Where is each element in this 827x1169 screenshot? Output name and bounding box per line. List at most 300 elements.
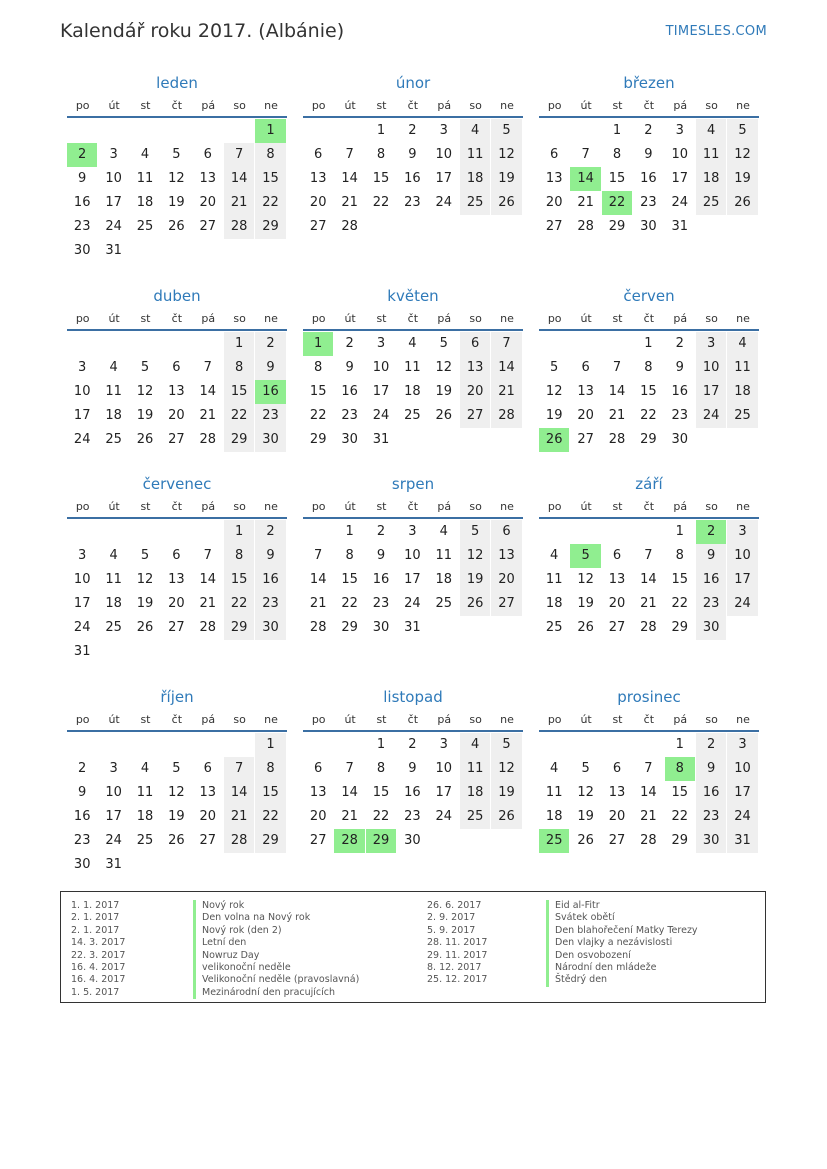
weekday-label: so: [469, 99, 482, 112]
day-cell: 1: [376, 737, 386, 752]
day-cell: 21: [341, 195, 358, 210]
day-grid: [303, 332, 523, 452]
day-cell: 1: [612, 123, 622, 138]
day-cell: 20: [168, 408, 185, 423]
day-cell: 30: [640, 219, 657, 234]
legend-holiday-name: Mezinárodní den pracujících: [193, 987, 359, 999]
day-cell: 18: [545, 809, 563, 824]
day-cell: 2: [376, 524, 386, 539]
holiday-day: 22: [602, 191, 632, 215]
day-cell: 26: [435, 408, 453, 423]
day-cell: 12: [491, 757, 521, 781]
day-cell: 6: [550, 147, 559, 162]
day-cell: 29: [341, 620, 358, 635]
day-cell: 18: [727, 380, 757, 404]
day-cell: 7: [203, 360, 212, 375]
weekday-label: po: [75, 312, 90, 325]
day-cell: 5: [727, 119, 757, 143]
day-cell: 17: [73, 408, 91, 423]
day-cell: 14: [341, 785, 358, 800]
empty-cell: [602, 332, 632, 356]
day-cell: 29: [255, 215, 285, 239]
day-cell: 30: [372, 620, 390, 635]
day-cell: 19: [168, 809, 185, 824]
day-cell: 8: [345, 548, 354, 563]
day-cell: 5: [172, 147, 181, 162]
month-září: [539, 474, 759, 640]
day-cell: 15: [671, 785, 689, 800]
day-cell: 16: [372, 572, 390, 587]
month-březen: [539, 73, 759, 239]
day-cell: 8: [255, 757, 285, 781]
day-cell: 1: [376, 123, 386, 138]
empty-cell: [161, 733, 191, 757]
day-cell: 17: [671, 171, 689, 186]
day-cell: 11: [404, 360, 421, 375]
day-cell: 17: [727, 568, 757, 592]
legend-date: 16. 4. 2017: [71, 961, 126, 973]
weekday-label: so: [705, 713, 718, 726]
weekday-label: so: [469, 312, 482, 325]
day-cell: 6: [172, 360, 181, 375]
day-cell: 24: [671, 195, 689, 210]
day-cell: 15: [255, 167, 285, 191]
day-cell: 28: [640, 833, 657, 848]
day-cell: 9: [78, 171, 87, 186]
day-cell: 3: [109, 761, 118, 776]
day-cell: 12: [545, 384, 563, 399]
day-cell: 31: [105, 243, 122, 258]
day-cell: 21: [491, 380, 521, 404]
day-cell: 10: [727, 757, 757, 781]
day-cell: 24: [696, 404, 726, 428]
day-cell: 8: [255, 143, 285, 167]
day-cell: 10: [696, 356, 726, 380]
day-cell: 19: [491, 781, 521, 805]
day-cell: 3: [439, 123, 448, 138]
legend-dates-left: [71, 900, 125, 999]
day-grid: [303, 119, 523, 239]
day-cell: 18: [545, 596, 563, 611]
day-cell: 7: [612, 360, 622, 375]
month-leden: [67, 73, 287, 263]
day-cell: 24: [435, 195, 453, 210]
weekday-header: [539, 710, 759, 732]
legend-date: 28. 11. 2017: [427, 937, 488, 949]
weekday-label: pá: [437, 99, 452, 112]
legend-holiday-name: Nový rok (den 2): [193, 925, 359, 937]
weekday-label: so: [469, 500, 482, 513]
legend-holiday-name: Nowruz Day: [193, 950, 359, 962]
day-cell: 7: [644, 548, 653, 563]
day-cell: 17: [105, 195, 122, 210]
day-cell: 22: [255, 191, 285, 215]
day-cell: 20: [608, 809, 626, 824]
empty-cell: [224, 733, 254, 757]
day-cell: 17: [696, 380, 726, 404]
day-cell: 1: [224, 520, 254, 544]
day-cell: 25: [545, 620, 563, 635]
empty-cell: [98, 332, 128, 356]
day-cell: 7: [491, 332, 521, 356]
holiday-day: 28: [334, 829, 364, 853]
day-cell: 1: [255, 733, 285, 757]
page-title: Kalendář roku 2017. (Albánie): [60, 20, 345, 42]
weekday-label: út: [344, 99, 356, 112]
day-cell: 17: [435, 171, 453, 186]
day-cell: 16: [404, 785, 421, 800]
month-duben: [67, 286, 287, 452]
weekday-label: út: [344, 312, 356, 325]
weekday-label: po: [311, 99, 326, 112]
weekday-label: pá: [673, 312, 688, 325]
day-cell: 7: [224, 143, 254, 167]
day-cell: 19: [136, 408, 154, 423]
day-cell: 12: [577, 572, 594, 587]
day-cell: 24: [105, 219, 122, 234]
day-cell: 28: [577, 219, 594, 234]
day-cell: 29: [309, 432, 327, 447]
day-cell: 13: [545, 171, 563, 186]
day-cell: 21: [640, 596, 657, 611]
empty-cell: [193, 733, 223, 757]
day-cell: 27: [199, 219, 217, 234]
day-cell: 9: [644, 147, 653, 162]
day-cell: 15: [372, 171, 390, 186]
weekday-label: út: [580, 713, 592, 726]
holiday-day: 1: [303, 332, 333, 356]
day-cell: 19: [491, 167, 521, 191]
day-cell: 12: [168, 171, 185, 186]
day-cell: 6: [612, 761, 622, 776]
day-cell: 18: [460, 167, 490, 191]
legend-date: 1. 1. 2017: [71, 900, 120, 911]
day-cell: 18: [105, 596, 122, 611]
weekday-label: so: [233, 99, 246, 112]
day-cell: 22: [671, 596, 689, 611]
legend-names-right: [546, 900, 698, 987]
day-cell: 14: [199, 384, 217, 399]
empty-cell: [224, 119, 254, 143]
empty-cell: [161, 332, 191, 356]
weekday-label: ne: [264, 99, 278, 112]
day-grid: [539, 332, 759, 452]
day-cell: 24: [73, 620, 91, 635]
day-cell: 14: [608, 384, 626, 399]
day-cell: 10: [727, 544, 757, 568]
day-cell: 11: [727, 356, 757, 380]
day-cell: 5: [491, 733, 521, 757]
day-cell: 26: [491, 191, 521, 215]
empty-cell: [539, 332, 569, 356]
day-grid: [67, 733, 287, 877]
month-title: červenec: [142, 475, 212, 493]
day-cell: 7: [224, 757, 254, 781]
day-cell: 3: [696, 332, 726, 356]
day-cell: 25: [696, 191, 726, 215]
day-cell: 19: [577, 596, 594, 611]
weekday-label: út: [108, 312, 120, 325]
month-title: duben: [153, 287, 201, 305]
day-cell: 14: [224, 781, 254, 805]
day-cell: 22: [640, 408, 657, 423]
day-cell: 16: [73, 809, 91, 824]
weekday-header: [303, 497, 523, 519]
day-cell: 18: [136, 195, 154, 210]
legend-holiday-name: Letní den: [193, 937, 359, 949]
day-cell: 28: [199, 620, 217, 635]
day-cell: 3: [109, 147, 118, 162]
weekday-header: [539, 497, 759, 519]
empty-cell: [303, 733, 333, 757]
month-title: prosinec: [617, 688, 681, 706]
day-cell: 25: [460, 191, 490, 215]
day-cell: 8: [376, 761, 386, 776]
day-cell: 21: [640, 809, 657, 824]
day-cell: 24: [73, 432, 91, 447]
day-cell: 9: [255, 544, 285, 568]
day-cell: 15: [372, 785, 390, 800]
weekday-label: ne: [736, 99, 750, 112]
day-cell: 16: [404, 171, 421, 186]
holiday-day: 1: [255, 119, 285, 143]
day-cell: 6: [314, 147, 323, 162]
month-listopad: [303, 687, 523, 853]
day-cell: 18: [404, 384, 421, 399]
day-cell: 19: [435, 384, 453, 399]
weekday-label: ne: [736, 500, 750, 513]
day-cell: 26: [168, 833, 185, 848]
day-cell: 3: [376, 336, 386, 351]
day-cell: 7: [345, 761, 354, 776]
day-cell: 9: [408, 761, 417, 776]
day-cell: 15: [224, 380, 254, 404]
day-cell: 2: [644, 123, 653, 138]
day-cell: 24: [727, 805, 757, 829]
holiday-day: 29: [366, 829, 396, 853]
weekday-label: st: [140, 312, 151, 325]
day-cell: 16: [341, 384, 358, 399]
weekday-label: čt: [643, 99, 655, 112]
weekday-label: út: [344, 713, 356, 726]
day-cell: 4: [140, 761, 150, 776]
legend-date: 2. 1. 2017: [71, 924, 120, 936]
day-cell: 3: [408, 524, 417, 539]
weekday-label: ne: [500, 312, 514, 325]
day-cell: 23: [404, 809, 421, 824]
day-cell: 20: [545, 195, 563, 210]
empty-cell: [193, 332, 223, 356]
legend-names-left: [193, 900, 359, 999]
weekday-label: ne: [736, 312, 750, 325]
day-cell: 4: [408, 336, 417, 351]
legend-date: 1. 5. 2017: [71, 986, 120, 998]
day-cell: 20: [608, 596, 626, 611]
day-cell: 24: [105, 833, 122, 848]
day-cell: 31: [73, 644, 91, 659]
holiday-day: 14: [570, 167, 600, 191]
weekday-label: pá: [437, 312, 452, 325]
day-cell: 5: [439, 336, 448, 351]
empty-cell: [130, 119, 160, 143]
weekday-label: st: [140, 99, 151, 112]
day-cell: 31: [105, 857, 122, 872]
weekday-header: [539, 309, 759, 331]
day-cell: 14: [341, 171, 358, 186]
day-cell: 27: [608, 833, 626, 848]
month-title: únor: [395, 74, 431, 92]
day-cell: 1: [675, 737, 684, 752]
day-cell: 17: [435, 785, 453, 800]
day-cell: 14: [224, 167, 254, 191]
day-cell: 4: [696, 119, 726, 143]
day-cell: 30: [255, 428, 285, 452]
day-cell: 20: [460, 380, 490, 404]
day-cell: 17: [73, 596, 91, 611]
day-cell: 25: [404, 408, 421, 423]
day-cell: 21: [577, 195, 594, 210]
day-cell: 8: [224, 356, 254, 380]
day-cell: 28: [341, 219, 358, 234]
month-červen: [539, 286, 759, 452]
month-title: říjen: [160, 688, 194, 706]
weekday-label: po: [311, 713, 326, 726]
day-cell: 25: [105, 620, 122, 635]
day-cell: 20: [309, 809, 327, 824]
day-cell: 1: [224, 332, 254, 356]
day-cell: 30: [404, 833, 421, 848]
day-cell: 17: [105, 809, 122, 824]
day-cell: 7: [345, 147, 354, 162]
weekday-label: ne: [264, 713, 278, 726]
day-cell: 13: [460, 356, 490, 380]
day-cell: 25: [435, 596, 453, 611]
day-cell: 22: [255, 805, 285, 829]
legend-holiday-name: Nový rok: [193, 900, 359, 912]
day-cell: 11: [435, 548, 453, 563]
weekday-label: ne: [736, 713, 750, 726]
day-cell: 9: [696, 757, 726, 781]
day-cell: 22: [309, 408, 327, 423]
day-cell: 28: [224, 215, 254, 239]
empty-cell: [334, 733, 364, 757]
month-title: červen: [623, 287, 675, 305]
weekday-label: čt: [643, 312, 655, 325]
day-cell: 24: [435, 809, 453, 824]
weekday-header: [67, 309, 287, 331]
day-cell: 29: [224, 428, 254, 452]
day-cell: 7: [644, 761, 653, 776]
empty-cell: [130, 332, 160, 356]
month-červenec: [67, 474, 287, 664]
day-grid: [67, 520, 287, 664]
month-květen: [303, 286, 523, 452]
day-cell: 3: [727, 733, 757, 757]
day-grid: [67, 332, 287, 452]
day-cell: 13: [309, 785, 327, 800]
empty-cell: [67, 520, 97, 544]
empty-cell: [570, 520, 600, 544]
brand-link[interactable]: TIMESLES.COM: [665, 24, 767, 39]
weekday-label: čt: [643, 713, 655, 726]
holiday-day: 8: [665, 757, 695, 781]
day-cell: 26: [136, 432, 154, 447]
day-cell: 21: [199, 596, 217, 611]
day-cell: 21: [224, 805, 254, 829]
day-grid: [539, 520, 759, 640]
empty-cell: [303, 119, 333, 143]
legend-date: 22. 3. 2017: [71, 949, 126, 961]
day-cell: 4: [109, 548, 118, 563]
day-cell: 13: [199, 785, 217, 800]
day-cell: 11: [545, 572, 563, 587]
day-grid: [539, 119, 759, 239]
day-cell: 11: [545, 785, 563, 800]
month-title: září: [635, 475, 663, 493]
month-title: listopad: [383, 688, 443, 706]
day-cell: 14: [640, 572, 657, 587]
day-cell: 23: [696, 805, 726, 829]
day-cell: 27: [309, 219, 327, 234]
day-cell: 19: [136, 596, 154, 611]
day-cell: 25: [105, 432, 122, 447]
weekday-label: út: [344, 500, 356, 513]
day-cell: 16: [73, 195, 91, 210]
day-cell: 18: [696, 167, 726, 191]
day-cell: 28: [199, 432, 217, 447]
legend-holiday-name: Eid al-Fitr: [546, 900, 698, 912]
empty-cell: [570, 733, 600, 757]
day-cell: 25: [136, 219, 154, 234]
day-cell: 10: [105, 171, 122, 186]
weekday-label: ne: [500, 99, 514, 112]
empty-cell: [98, 520, 128, 544]
weekday-label: so: [705, 312, 718, 325]
day-cell: 27: [199, 833, 217, 848]
empty-cell: [602, 520, 632, 544]
legend-date: 5. 9. 2017: [427, 924, 476, 936]
weekday-label: po: [547, 312, 562, 325]
weekday-label: so: [233, 500, 246, 513]
day-cell: 14: [309, 572, 327, 587]
day-cell: 15: [608, 171, 626, 186]
weekday-label: so: [705, 99, 718, 112]
day-cell: 12: [577, 785, 594, 800]
day-cell: 4: [140, 147, 150, 162]
day-cell: 30: [696, 829, 726, 853]
weekday-header: [303, 96, 523, 118]
day-cell: 26: [460, 592, 490, 616]
day-cell: 26: [491, 805, 521, 829]
day-cell: 28: [640, 620, 657, 635]
day-cell: 12: [136, 384, 154, 399]
weekday-label: pá: [201, 312, 216, 325]
day-cell: 9: [376, 548, 386, 563]
day-cell: 26: [727, 191, 757, 215]
empty-cell: [130, 733, 160, 757]
day-cell: 6: [581, 360, 590, 375]
weekday-label: so: [705, 500, 718, 513]
empty-cell: [67, 332, 97, 356]
day-cell: 27: [460, 404, 490, 428]
weekday-label: st: [376, 99, 387, 112]
day-cell: 9: [345, 360, 354, 375]
day-cell: 6: [491, 520, 521, 544]
day-cell: 8: [612, 147, 622, 162]
weekday-label: pá: [673, 500, 688, 513]
day-cell: 23: [671, 408, 689, 423]
weekday-label: po: [547, 713, 562, 726]
